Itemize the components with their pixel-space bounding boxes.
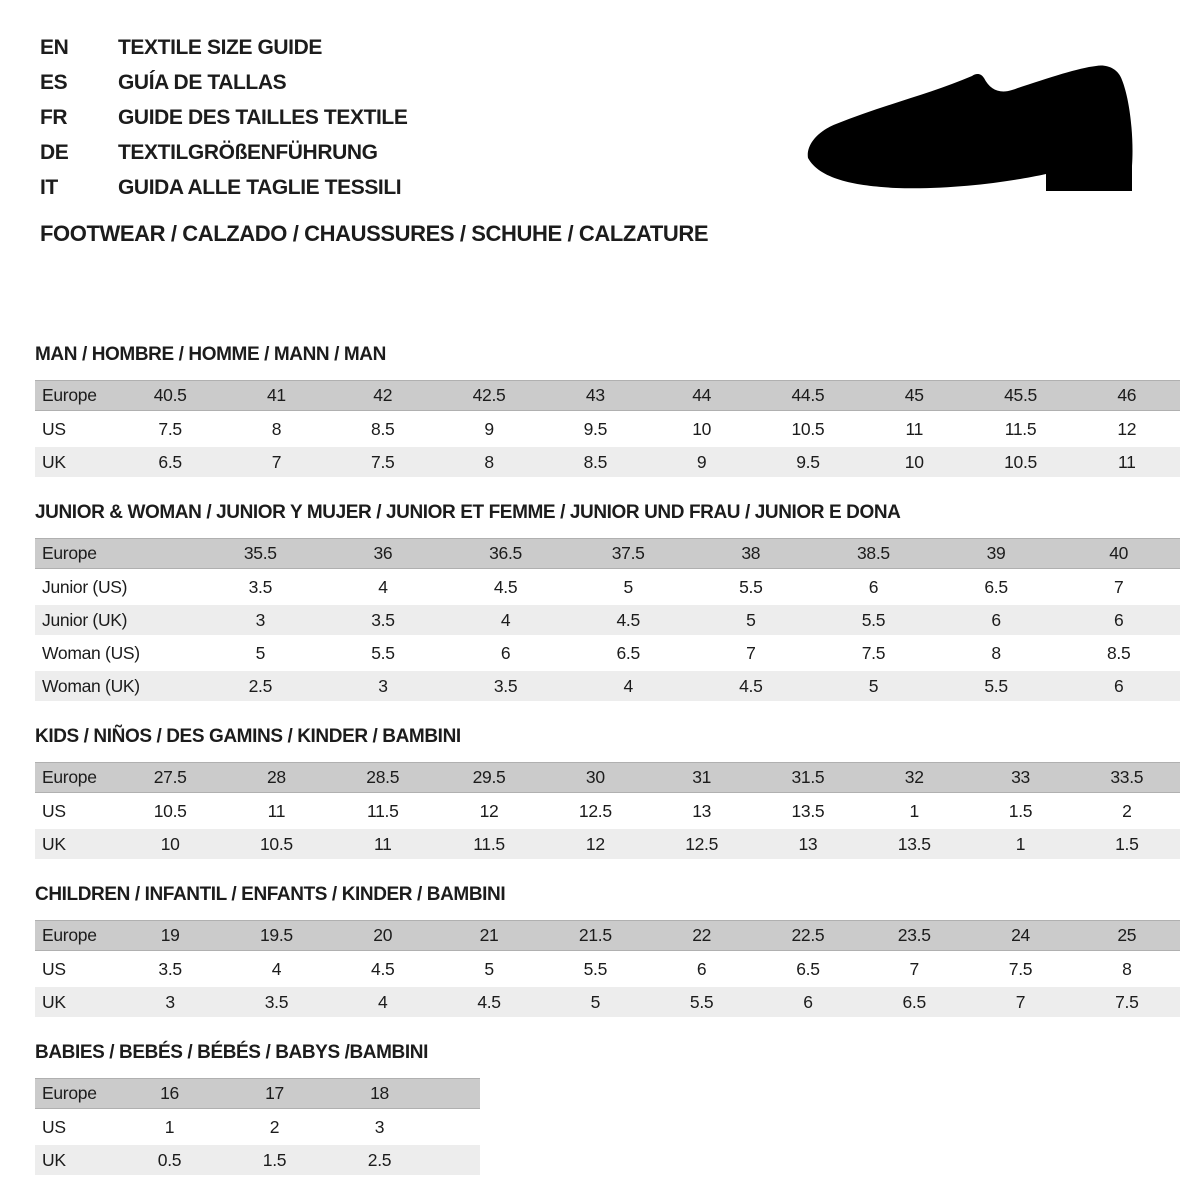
size-value: 8.5	[371, 418, 395, 439]
size-value: 31.5	[791, 767, 825, 787]
size-value: 12.5	[685, 833, 719, 854]
table-row-us	[35, 954, 1180, 984]
row-label: Europe	[42, 767, 97, 787]
size-value: 42	[373, 385, 393, 405]
size-value: 11.5	[473, 833, 505, 854]
language-label: GUIDA ALLE TAGLIE TESSILI	[118, 176, 402, 199]
size-value: 8	[1122, 958, 1132, 979]
row-label: Junior (US)	[42, 576, 128, 597]
size-value: 5.5	[371, 642, 395, 663]
size-value: 7	[909, 958, 919, 979]
size-value: 1	[164, 1116, 175, 1137]
size-value: 4.5	[616, 609, 640, 630]
size-value: 7	[1113, 576, 1124, 597]
row-label: US	[42, 958, 66, 979]
size-value: 2	[269, 1116, 280, 1137]
table-row-us	[35, 414, 1180, 444]
row-label: US	[42, 800, 66, 821]
size-table-babies	[35, 1078, 480, 1175]
size-value: 12.5	[578, 800, 612, 821]
size-value: 33.5	[1110, 767, 1144, 787]
size-value: 28	[267, 767, 286, 787]
size-value: 10	[692, 418, 712, 439]
size-value: 6.5	[902, 991, 926, 1012]
size-value: 44	[692, 385, 712, 405]
row-label: US	[42, 1116, 66, 1137]
row-label: Europe	[42, 385, 97, 405]
table-row-uk	[35, 829, 1180, 859]
language-label: GUIDE DES TAILLES TEXTILE	[118, 106, 408, 129]
size-value: 13.5	[791, 800, 825, 821]
size-value: 22.5	[791, 925, 825, 945]
size-value: 8	[484, 451, 494, 472]
table-row-uk	[35, 1145, 480, 1175]
size-value: 5.5	[739, 576, 763, 597]
table-row-junior-us	[35, 572, 1180, 602]
size-value: 36	[373, 543, 393, 563]
size-value: 8	[991, 642, 1001, 663]
table-row-europe	[35, 762, 1180, 793]
row-label: UK	[42, 833, 66, 854]
size-value: 11	[1118, 451, 1136, 472]
size-value: 6.5	[158, 451, 182, 472]
size-table-section-junior-woman	[35, 502, 1180, 701]
size-value: 4	[271, 958, 282, 979]
size-value: 3	[374, 1116, 385, 1137]
size-value: 28.5	[366, 767, 400, 787]
size-value: 9	[696, 451, 707, 472]
size-value: 7.5	[1008, 958, 1033, 979]
size-value: 35.5	[243, 543, 277, 563]
size-value: 5.5	[861, 609, 886, 630]
size-value: 6.5	[796, 958, 820, 979]
category-line: FOOTWEAR / CALZADO / CHAUSSURES / SCHUHE / CALZATURE	[40, 221, 709, 246]
size-value: 6	[696, 958, 707, 979]
size-value: 21.5	[578, 925, 612, 945]
size-value: 0.5	[157, 1149, 182, 1170]
table-row-europe	[35, 538, 1180, 569]
size-value: 3	[255, 609, 266, 630]
table-title-kids: KIDS / NIÑOS / DES GAMINS / KINDER / BAMBINI	[35, 726, 461, 747]
language-code: FR	[40, 106, 68, 129]
size-value: 23.5	[897, 925, 931, 945]
table-row-us	[35, 796, 1180, 826]
size-value: 40	[1109, 543, 1129, 563]
row-label: Europe	[42, 543, 97, 563]
table-title-babies: BABIES / BEBÉS / BÉBÉS / BABYS /BAMBINI	[35, 1042, 428, 1063]
size-value: 19.5	[260, 925, 293, 945]
size-value: 41	[267, 385, 286, 405]
size-value: 4.5	[739, 675, 763, 696]
table-row-europe	[35, 1078, 480, 1109]
language-label: TEXTILGRÖßENFÜHRUNG	[118, 141, 378, 164]
size-value: 18	[370, 1083, 389, 1103]
size-value: 4.5	[477, 991, 501, 1012]
size-value: 6	[868, 576, 879, 597]
row-label: UK	[42, 1149, 66, 1170]
size-value: 6	[1113, 675, 1124, 696]
size-value: 20	[373, 925, 393, 945]
size-value: 38	[741, 543, 761, 563]
size-table-children	[35, 920, 1180, 1017]
size-value: 1.5	[262, 1149, 287, 1170]
size-value: 4	[623, 675, 633, 696]
size-value: 5.5	[583, 958, 608, 979]
size-value: 2.5	[367, 1149, 392, 1170]
size-value: 12	[585, 833, 605, 854]
size-value: 1.5	[1115, 833, 1139, 854]
size-value: 11.5	[366, 800, 399, 821]
row-label: Woman (US)	[42, 642, 140, 663]
table-row-europe	[35, 380, 1180, 411]
size-value: 5.5	[984, 675, 1008, 696]
size-value: 3	[378, 675, 388, 696]
size-value: 4	[378, 991, 388, 1012]
table-title-children: CHILDREN / INFANTIL / ENFANTS / KINDER / BAMBINI	[35, 884, 506, 905]
size-table-section-children	[35, 884, 1180, 1017]
size-value: 24	[1011, 925, 1030, 945]
size-value: 13.5	[897, 833, 931, 854]
size-table-junior-woman	[35, 538, 1180, 701]
size-value: 3	[165, 991, 175, 1012]
size-value: 30	[585, 767, 605, 787]
size-value: 5	[746, 609, 756, 630]
size-value: 8.5	[583, 451, 608, 472]
size-value: 1	[1015, 833, 1026, 854]
size-value: 38.5	[857, 543, 890, 563]
size-value: 5	[484, 958, 494, 979]
size-value: 10	[160, 833, 180, 854]
size-value: 10.5	[153, 800, 187, 821]
table-row-us	[35, 1112, 480, 1142]
size-value: 46	[1117, 385, 1137, 405]
size-value: 3.5	[264, 991, 289, 1012]
size-value: 11.5	[1004, 418, 1037, 439]
size-table-man	[35, 380, 1180, 477]
size-value: 11	[905, 418, 924, 439]
size-value: 5.5	[689, 991, 714, 1012]
table-title-junior-woman: JUNIOR & WOMAN / JUNIOR Y MUJER / JUNIOR ET FEMME / JUNIOR UND FRAU / JUNIOR E DONA	[35, 502, 901, 523]
size-value: 7.5	[158, 418, 182, 439]
size-value: 4.5	[493, 576, 518, 597]
size-value: 8.5	[1106, 642, 1131, 663]
language-code: DE	[40, 141, 69, 164]
size-value: 11	[267, 800, 286, 821]
table-row-europe	[35, 920, 1180, 951]
header	[0, 0, 1200, 247]
size-value: 33	[1011, 767, 1030, 787]
size-value: 8	[271, 418, 282, 439]
size-value: 42.5	[472, 385, 506, 405]
size-value: 37.5	[611, 543, 645, 563]
size-value: 13	[798, 833, 818, 854]
size-value: 1.5	[1008, 800, 1033, 821]
row-label: Woman (UK)	[42, 675, 140, 696]
size-value: 7	[271, 451, 282, 472]
size-value: 2	[1122, 800, 1132, 821]
size-table-section-kids	[35, 726, 1180, 859]
language-code: IT	[40, 176, 58, 199]
size-value: 32	[904, 767, 924, 787]
size-value: 5	[623, 576, 633, 597]
size-value: 5	[590, 991, 601, 1012]
table-row-woman-us	[35, 638, 1180, 668]
size-value: 6	[991, 609, 1001, 630]
size-value: 10.5	[791, 418, 825, 439]
row-label: Junior (UK)	[42, 609, 128, 630]
size-value: 7	[1015, 991, 1026, 1012]
size-value: 11	[373, 833, 392, 854]
size-value: 2.5	[248, 675, 273, 696]
size-value: 29.5	[472, 767, 506, 787]
size-value: 6.5	[616, 642, 640, 663]
size-value: 31	[692, 767, 712, 787]
size-value: 45	[904, 385, 924, 405]
size-value: 7.5	[861, 642, 886, 663]
size-value: 3.5	[158, 958, 182, 979]
size-value: 39	[986, 543, 1006, 563]
size-value: 5	[868, 675, 879, 696]
size-value: 40.5	[153, 385, 187, 405]
language-code: ES	[40, 71, 68, 94]
size-value: 16	[160, 1083, 179, 1103]
size-value: 10.5	[1004, 451, 1037, 472]
row-label: Europe	[42, 925, 97, 945]
size-table-section-babies	[35, 1042, 1180, 1175]
size-value: 7.5	[1115, 991, 1139, 1012]
size-value: 3.5	[493, 675, 518, 696]
size-value: 10	[904, 451, 924, 472]
size-value: 9.5	[583, 418, 608, 439]
size-value: 13	[692, 800, 712, 821]
size-value: 22	[692, 925, 712, 945]
table-row-uk	[35, 447, 1180, 477]
language-label: TEXTILE SIZE GUIDE	[118, 36, 322, 59]
size-value: 9	[484, 418, 494, 439]
size-value: 3.5	[248, 576, 273, 597]
size-value: 5	[255, 642, 266, 663]
row-label: UK	[42, 451, 66, 472]
size-value: 19	[160, 925, 180, 945]
size-value: 6	[1113, 609, 1124, 630]
size-value: 6	[500, 642, 511, 663]
size-value: 6.5	[984, 576, 1008, 597]
language-label: GUÍA DE TALLAS	[118, 71, 287, 94]
size-value: 45.5	[1004, 385, 1037, 405]
size-value: 12	[1117, 418, 1137, 439]
row-label: Europe	[42, 1083, 97, 1103]
language-code: EN	[40, 36, 69, 59]
size-value: 4	[500, 609, 511, 630]
table-row-junior-uk	[35, 605, 1180, 635]
size-value: 44.5	[791, 385, 825, 405]
table-title-man: MAN / HOMBRE / HOMME / MANN / MAN	[35, 344, 386, 365]
size-tables	[35, 344, 1180, 1175]
size-value: 36.5	[489, 543, 522, 563]
size-table-kids	[35, 762, 1180, 859]
size-value: 6	[803, 991, 813, 1012]
shoe-icon	[800, 58, 1148, 200]
size-value: 25	[1117, 925, 1137, 945]
size-value: 12	[479, 800, 499, 821]
size-value: 9.5	[796, 451, 820, 472]
size-value: 21	[479, 925, 499, 945]
size-value: 7.5	[371, 451, 395, 472]
size-value: 7	[746, 642, 756, 663]
size-table-section-man	[35, 344, 1180, 477]
size-value: 43	[585, 385, 605, 405]
table-row-woman-uk	[35, 671, 1180, 701]
size-value: 17	[265, 1083, 284, 1103]
row-label: US	[42, 418, 66, 439]
size-value: 4	[378, 576, 388, 597]
size-value: 3.5	[371, 609, 395, 630]
size-value: 4.5	[371, 958, 395, 979]
size-value: 10.5	[260, 833, 293, 854]
table-row-uk	[35, 987, 1180, 1017]
row-label: UK	[42, 991, 66, 1012]
size-value: 27.5	[153, 767, 187, 787]
size-value: 1	[909, 800, 919, 821]
